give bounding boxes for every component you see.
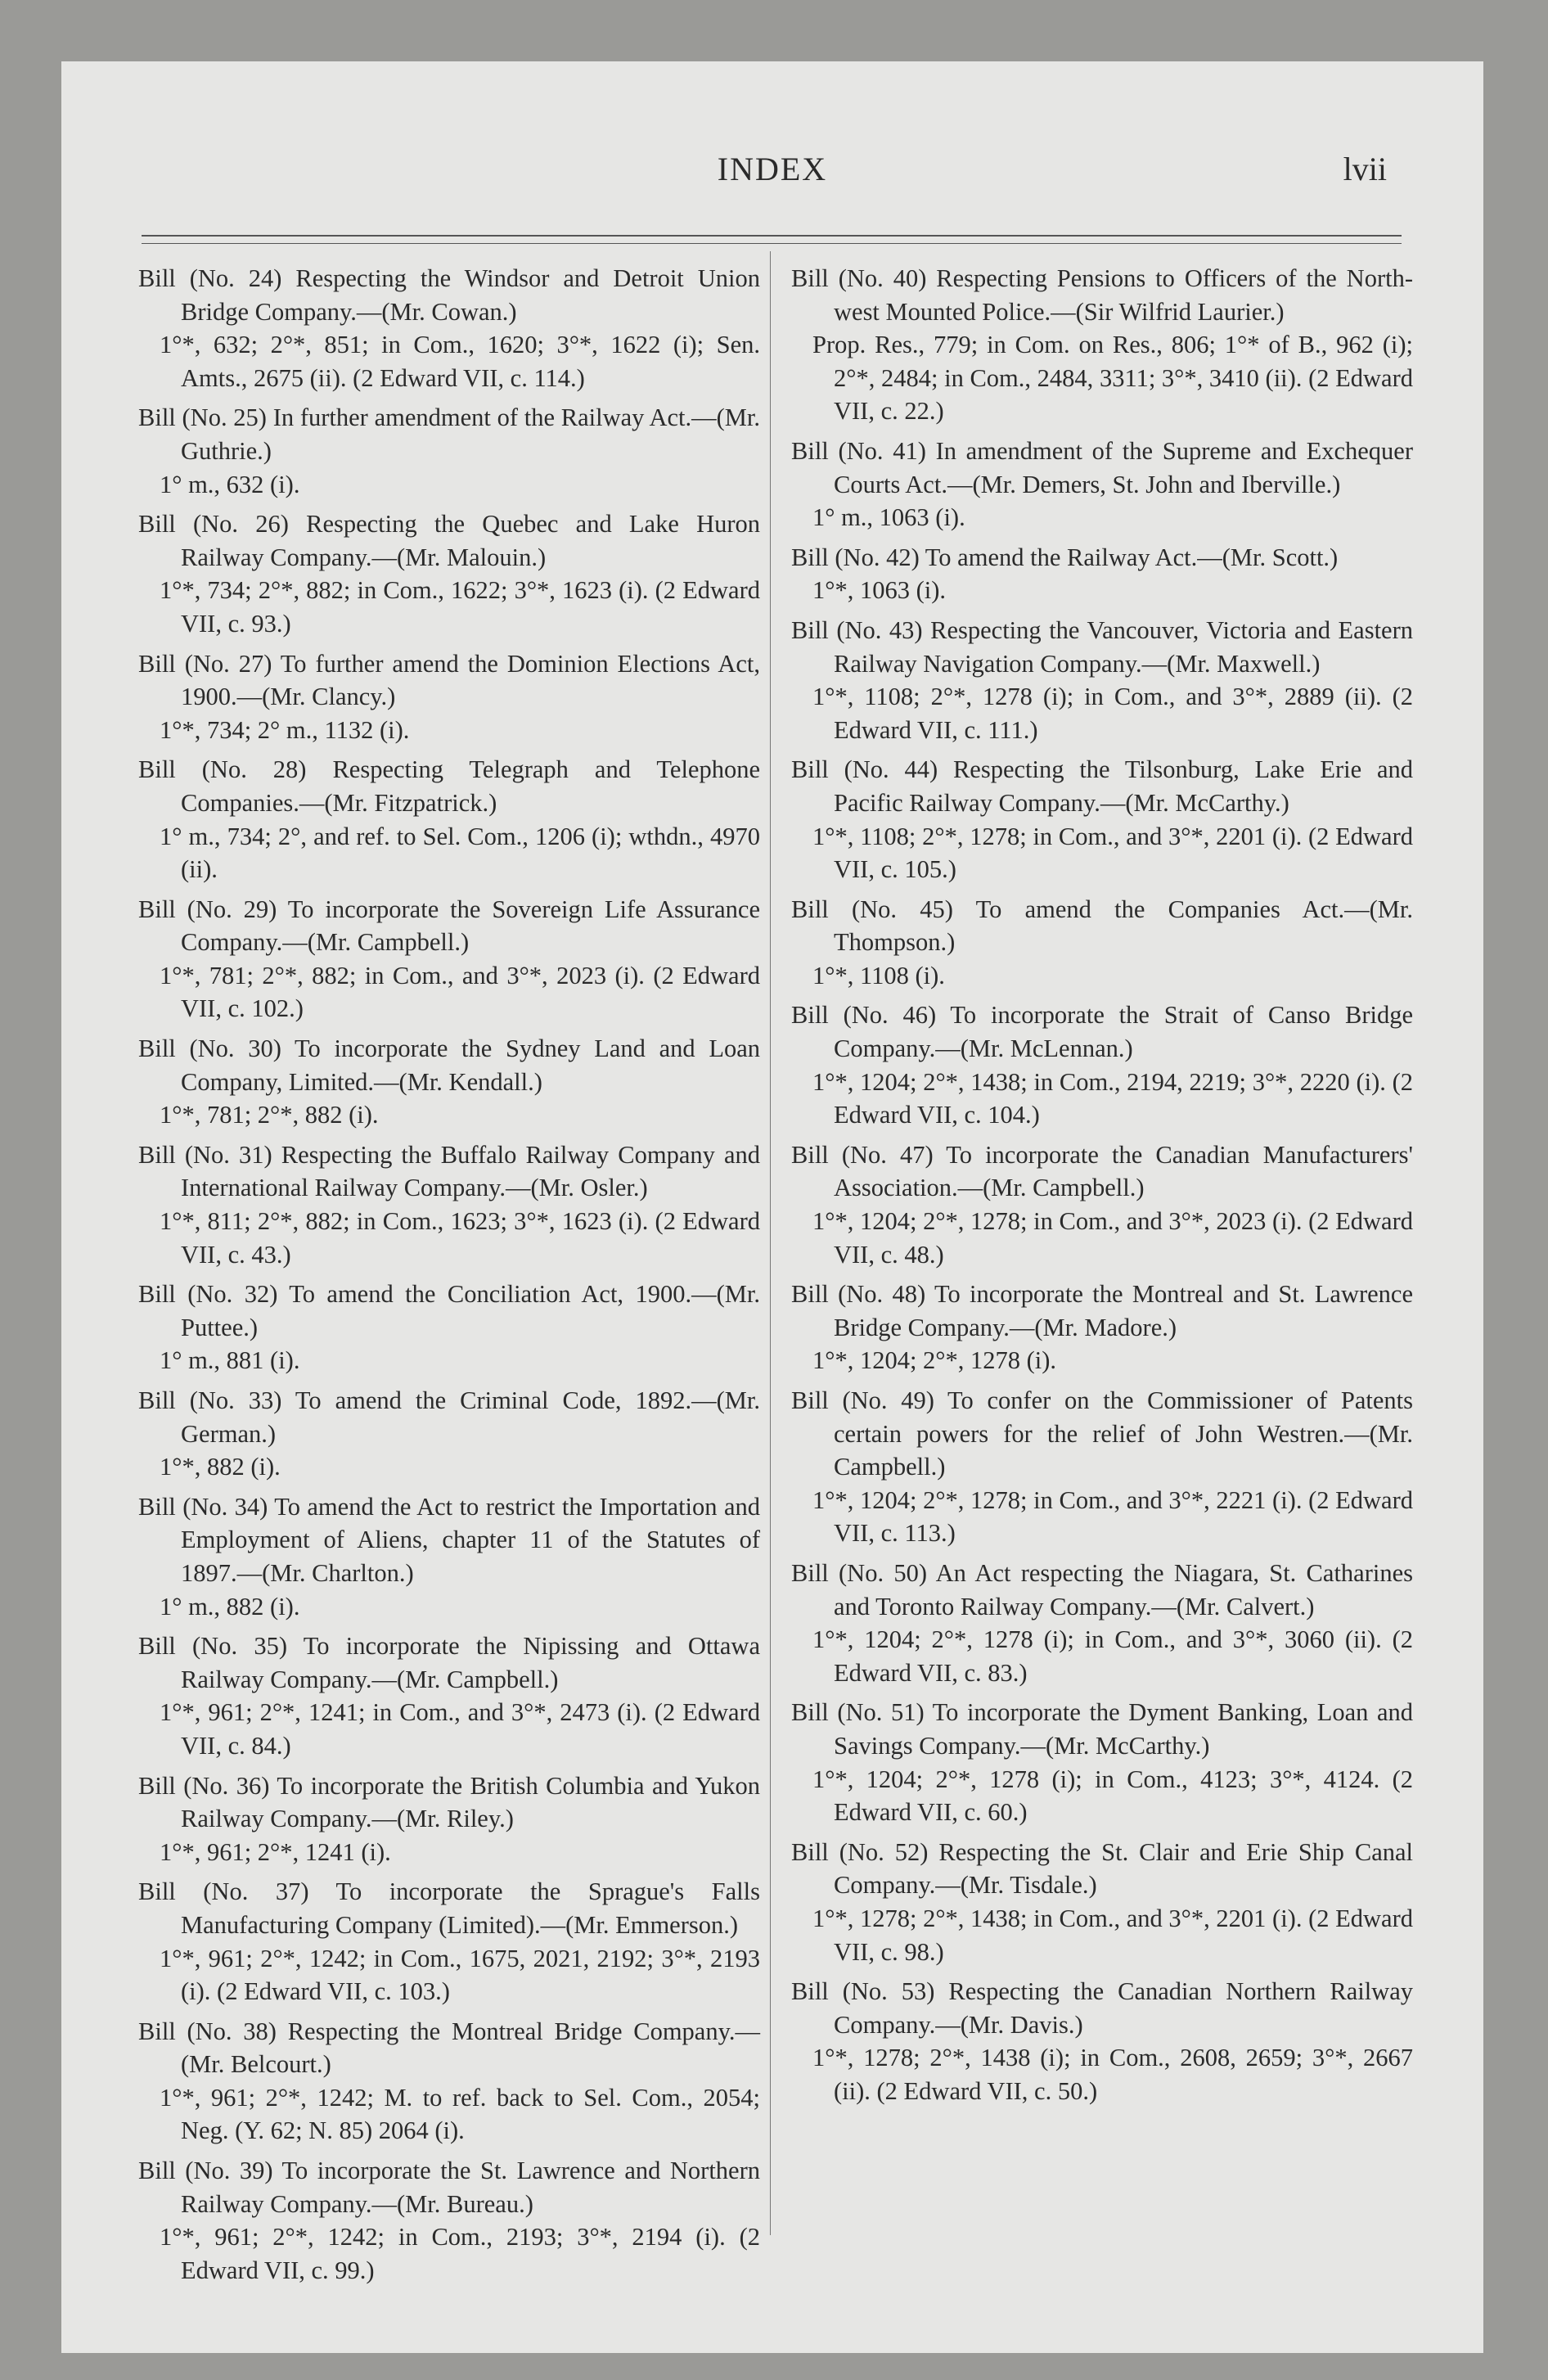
entry-details: 1° m., 734; 2°, and ref. to Sel. Com., 1206 (i); wthdn., 4970 (ii). bbox=[160, 822, 760, 884]
left-column bbox=[138, 262, 760, 2287]
entry-heading: Bill (No. 30) To incorporate the Sydney Land and Loan Company, Limited.—(Mr. Kendall.) bbox=[138, 1034, 760, 1096]
index-entry bbox=[791, 262, 1413, 428]
right-column bbox=[791, 262, 1413, 2107]
entry-details: 1°*, 961; 2°*, 1242; M. to ref. back to Sel. Com., 2054; Neg. (Y. 62; N. 85) 2064 (i). bbox=[160, 2083, 760, 2145]
page-title: INDEX bbox=[717, 151, 828, 187]
entry-heading: Bill (No. 33) To amend the Criminal Code, 1892.—(Mr. German.) bbox=[138, 1386, 760, 1448]
entry-heading: Bill (No. 24) Respecting the Windsor and Detroit Union Bridge Company.—(Mr. Cowan.) bbox=[138, 264, 760, 326]
entry-heading: Bill (No. 49) To confer on the Commissioner of Patents certain powers for the relief of John Westren.—(Mr. Campbell.) bbox=[791, 1386, 1413, 1481]
entry-details: 1°*, 811; 2°*, 882; in Com., 1623; 3°*, 1623 (i). (2 Edward VII, c. 43.) bbox=[160, 1207, 760, 1269]
entry-heading: Bill (No. 28) Respecting Telegraph and Telephone Companies.—(Mr. Fitzpatrick.) bbox=[138, 755, 760, 817]
index-entry bbox=[138, 1278, 760, 1377]
entry-heading: Bill (No. 27) To further amend the Dominion Elections Act, 1900.—(Mr. Clancy.) bbox=[138, 649, 760, 711]
index-entry bbox=[138, 262, 760, 394]
index-entry bbox=[791, 1384, 1413, 1550]
index-entry bbox=[138, 507, 760, 640]
index-entry bbox=[791, 1836, 1413, 1968]
entry-details: 1° m., 881 (i). bbox=[160, 1346, 300, 1375]
index-entry bbox=[791, 541, 1413, 607]
entry-heading: Bill (No. 36) To incorporate the British Columbia and Yukon Railway Company.—(Mr. Riley.) bbox=[138, 1771, 760, 1833]
entry-details: Prop. Res., 779; in Com. on Res., 806; 1°* of B., 962 (i); 2°*, 2484; in Com., 2484, 3311; 3°*, 3410 (ii). (2 Edward VII, c. 22.) bbox=[812, 331, 1413, 426]
entry-heading: Bill (No. 52) Respecting the St. Clair and Erie Ship Canal Company.—(Mr. Tisdale.) bbox=[791, 1837, 1413, 1900]
entry-details: 1°*, 1108; 2°*, 1278 (i); in Com., and 3°*, 2889 (ii). (2 Edward VII, c. 111.) bbox=[812, 683, 1413, 744]
index-entry bbox=[138, 401, 760, 501]
entry-details: 1°*, 1278; 2°*, 1438; in Com., and 3°*, 2201 (i). (2 Edward VII, c. 98.) bbox=[812, 1904, 1413, 1966]
page-number: lvii bbox=[1343, 151, 1387, 187]
header-rule bbox=[142, 235, 1402, 237]
document-page bbox=[61, 61, 1483, 2353]
entry-heading: Bill (No. 39) To incorporate the St. Lawrence and Northern Railway Company.—(Mr. Bureau.) bbox=[138, 2157, 760, 2218]
entry-details: 1°*, 961; 2°*, 1242; in Com., 2193; 3°*, 2194 (i). (2 Edward VII, c. 99.) bbox=[160, 2223, 760, 2284]
entry-details: 1°*, 1204; 2°*, 1278 (i); in Com., 4123; 3°*, 4124. (2 Edward VII, c. 60.) bbox=[812, 1765, 1413, 1827]
entry-details: 1°*, 961; 2°*, 1241; in Com., and 3°*, 2473 (i). (2 Edward VII, c. 84.) bbox=[160, 1698, 760, 1760]
index-entry bbox=[138, 753, 760, 886]
entry-details: 1°*, 734; 2°*, 882; in Com., 1622; 3°*, 1623 (i). (2 Edward VII, c. 93.) bbox=[160, 576, 760, 638]
entry-heading: Bill (No. 48) To incorporate the Montreal and St. Lawrence Bridge Company.—(Mr. Madore.) bbox=[791, 1280, 1413, 1341]
entry-heading: Bill (No. 31) Respecting the Buffalo Railway Company and International Railway Company.—(Mr. Osler.) bbox=[138, 1140, 760, 1202]
entry-heading: Bill (No. 25) In further amendment of the Railway Act.—(Mr. Guthrie.) bbox=[138, 403, 760, 465]
entry-details: 1° m., 1063 (i). bbox=[812, 503, 965, 532]
index-entry bbox=[791, 1557, 1413, 1689]
entry-details: 1°*, 781; 2°*, 882; in Com., and 3°*, 2023 (i). (2 Edward VII, c. 102.) bbox=[160, 961, 760, 1023]
entry-heading: Bill (No. 41) In amendment of the Supreme and Exchequer Courts Act.—(Mr. Demers, St. John and Iberville.) bbox=[791, 436, 1413, 498]
index-entry bbox=[138, 893, 760, 1025]
entry-details: 1°*, 1204; 2°*, 1278; in Com., and 3°*, 2221 (i). (2 Edward VII, c. 113.) bbox=[812, 1485, 1413, 1548]
entry-details: 1°*, 882 (i). bbox=[160, 1453, 281, 1481]
index-entry bbox=[138, 1032, 760, 1132]
entry-details: 1°*, 781; 2°*, 882 (i). bbox=[160, 1101, 379, 1129]
entry-heading: Bill (No. 47) To incorporate the Canadian Manufacturers' Association.—(Mr. Campbell.) bbox=[791, 1140, 1413, 1202]
entry-heading: Bill (No. 43) Respecting the Vancouver, Victoria and Eastern Railway Navigation Company.—(Mr. Maxwell.) bbox=[791, 615, 1413, 678]
index-entry bbox=[791, 753, 1413, 886]
entry-details: 1°*, 961; 2°*, 1241 (i). bbox=[160, 1837, 391, 1866]
index-entry bbox=[791, 1696, 1413, 1828]
entry-details: 1°*, 1063 (i). bbox=[812, 576, 946, 605]
entry-details: 1°*, 734; 2° m., 1132 (i). bbox=[160, 715, 410, 744]
entry-heading: Bill (No. 35) To incorporate the Nipissing and Ottawa Railway Company.—(Mr. Campbell.) bbox=[138, 1632, 760, 1693]
entry-details: 1°*, 1278; 2°*, 1438 (i); in Com., 2608, 2659; 3°*, 2667 (ii). (2 Edward VII, c. 50.) bbox=[812, 2044, 1413, 2105]
entry-heading: Bill (No. 32) To amend the Conciliation Act, 1900.—(Mr. Puttee.) bbox=[138, 1280, 760, 1341]
entry-details: 1° m., 882 (i). bbox=[160, 1592, 300, 1620]
index-entry bbox=[791, 614, 1413, 746]
entry-details: 1°*, 1108 (i). bbox=[812, 961, 945, 989]
index-entry bbox=[791, 998, 1413, 1131]
entry-heading: Bill (No. 42) To amend the Railway Act.—(Mr. Scott.) bbox=[791, 543, 1339, 571]
entry-heading: Bill (No. 53) Respecting the Canadian Northern Railway Company.—(Mr. Davis.) bbox=[791, 1977, 1413, 2039]
entry-details: 1°*, 632; 2°*, 851; in Com., 1620; 3°*, 1622 (i); Sen. Amts., 2675 (ii). (2 Edward VII, c. 114.) bbox=[160, 331, 760, 392]
index-entry bbox=[138, 1138, 760, 1271]
index-entry bbox=[791, 893, 1413, 993]
entry-details: 1°*, 1108; 2°*, 1278; in Com., and 3°*, 2201 (i). (2 Edward VII, c. 105.) bbox=[812, 822, 1413, 884]
entry-details: 1°*, 1204; 2°*, 1278 (i); in Com., and 3°*, 3060 (ii). (2 Edward VII, c. 83.) bbox=[812, 1625, 1413, 1687]
index-entry bbox=[791, 435, 1413, 534]
index-entry bbox=[138, 647, 760, 747]
column-divider bbox=[770, 251, 771, 2235]
index-entry bbox=[138, 1629, 760, 1762]
entry-details: 1°*, 1204; 2°*, 1278; in Com., and 3°*, 2023 (i). (2 Edward VII, c. 48.) bbox=[812, 1207, 1413, 1269]
entry-heading: Bill (No. 40) Respecting Pensions to Officers of the North-west Mounted Police.—(Sir Wilfrid Laurier.) bbox=[791, 264, 1413, 326]
index-entry bbox=[138, 2015, 760, 2148]
entry-heading: Bill (No. 26) Respecting the Quebec and Lake Huron Railway Company.—(Mr. Malouin.) bbox=[138, 510, 760, 571]
index-entry bbox=[791, 1138, 1413, 1271]
entry-details: 1° m., 632 (i). bbox=[160, 470, 300, 498]
entry-details: 1°*, 961; 2°*, 1242; in Com., 1675, 2021, 2192; 3°*, 2193 (i). (2 Edward VII, c. 103.) bbox=[160, 1944, 760, 2006]
entry-heading: Bill (No. 34) To amend the Act to restrict the Importation and Employment of Aliens, chapter 11 of the Statutes of 1897.—(Mr. Charlton.) bbox=[138, 1492, 760, 1587]
entry-details: 1°*, 1204; 2°*, 1278 (i). bbox=[812, 1346, 1057, 1375]
page-header bbox=[61, 150, 1483, 191]
entry-heading: Bill (No. 46) To incorporate the Strait of Canso Bridge Company.—(Mr. McLennan.) bbox=[791, 1001, 1413, 1063]
entry-heading: Bill (No. 29) To incorporate the Sovereign Life Assurance Company.—(Mr. Campbell.) bbox=[138, 895, 760, 957]
header-rule-thin bbox=[142, 243, 1402, 244]
entry-heading: Bill (No. 51) To incorporate the Dyment Banking, Loan and Savings Company.—(Mr. McCarthy.) bbox=[791, 1698, 1413, 1760]
entry-heading: Bill (No. 38) Respecting the Montreal Bridge Company.—(Mr. Belcourt.) bbox=[138, 2017, 760, 2079]
entry-details: 1°*, 1204; 2°*, 1438; in Com., 2194, 2219; 3°*, 2220 (i). (2 Edward VII, c. 104.) bbox=[812, 1067, 1413, 1129]
index-entry bbox=[138, 1490, 760, 1623]
index-entry bbox=[138, 1769, 760, 1869]
index-entry bbox=[138, 1875, 760, 2008]
index-entry bbox=[138, 2154, 760, 2287]
index-entry bbox=[791, 1975, 1413, 2107]
entry-heading: Bill (No. 37) To incorporate the Sprague's Falls Manufacturing Company (Limited).—(Mr. Emmerson.) bbox=[138, 1877, 760, 1939]
index-entry bbox=[791, 1278, 1413, 1377]
index-entry bbox=[138, 1384, 760, 1484]
entry-heading: Bill (No. 50) An Act respecting the Niagara, St. Catharines and Toronto Railway Company.—(Mr. Calvert.) bbox=[791, 1558, 1413, 1620]
entry-heading: Bill (No. 45) To amend the Companies Act.—(Mr. Thompson.) bbox=[791, 895, 1413, 957]
entry-heading: Bill (No. 44) Respecting the Tilsonburg, Lake Erie and Pacific Railway Company.—(Mr. McCarthy.) bbox=[791, 755, 1413, 817]
